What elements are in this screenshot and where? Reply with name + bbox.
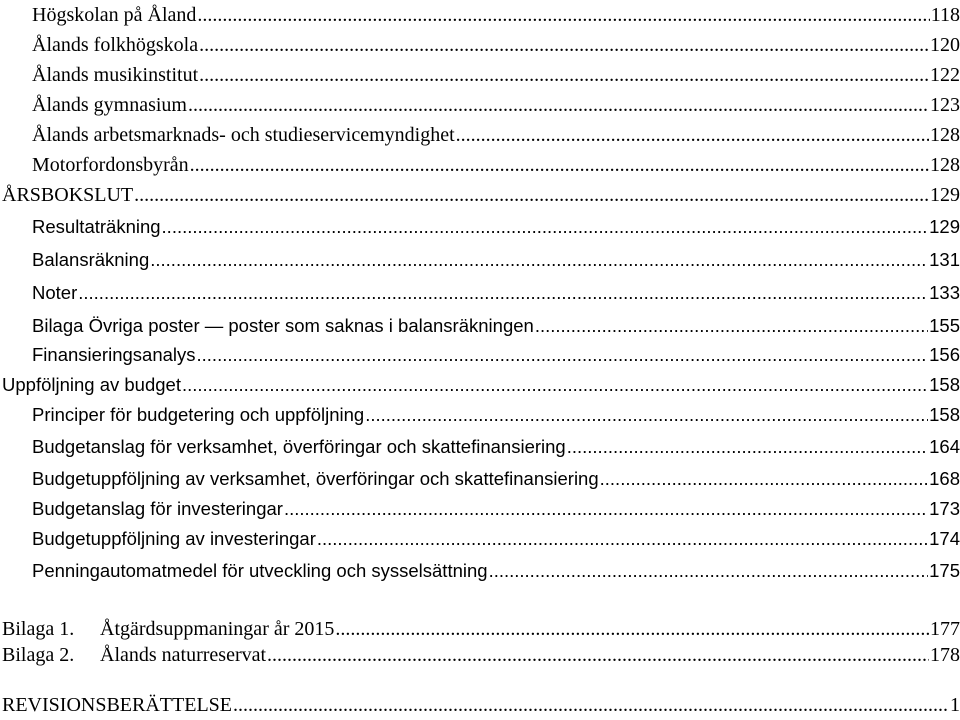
toc-entry-budgetuppfoljning-verksamhet[interactable]	[32, 464, 960, 494]
toc-entry-budgetanslag-investeringar[interactable]	[32, 494, 960, 524]
toc-entry-page: 131	[929, 249, 960, 270]
toc-entry-page: 118	[930, 4, 960, 26]
toc-entry-page: 123	[930, 94, 960, 116]
toc-entry-label: Bilaga Övriga poster — poster som saknas i balansräkningen	[32, 315, 534, 336]
toc-entry-label: Ålands musikinstitut	[32, 64, 199, 86]
dot-leader	[150, 245, 928, 275]
toc-entry-label: Balansräkning	[32, 249, 150, 270]
toc-entry-page: 1	[950, 694, 960, 716]
toc-entry-label: ÅRSBOKSLUT	[2, 184, 134, 206]
dot-leader	[197, 340, 929, 370]
toc-entry-page: 128	[930, 154, 960, 176]
toc-entry-motorfordonsbyran[interactable]	[32, 150, 960, 180]
toc-entry-hogskolan[interactable]	[32, 0, 960, 30]
dot-leader	[197, 0, 929, 30]
appendix-title: Ålands naturreservat	[100, 644, 267, 666]
toc-entry-uppfoljning-budget[interactable]	[2, 370, 960, 400]
toc-entry-page: 133	[929, 282, 960, 303]
dot-leader	[535, 311, 928, 341]
dot-leader	[162, 212, 929, 242]
toc-entry-label: Finansieringsanalys	[32, 344, 196, 365]
toc-entry-page: 174	[929, 528, 960, 549]
toc-entry-page: 158	[929, 374, 960, 395]
dot-leader	[267, 640, 929, 670]
toc-entry-label: Budgetuppföljning av verksamhet, överföringar och skattefinansiering	[32, 468, 599, 489]
appendix-number: Bilaga 1.	[2, 618, 75, 640]
dot-leader	[199, 60, 929, 90]
toc-entry-page: 164	[929, 436, 960, 457]
toc-entry-label	[2, 640, 266, 670]
toc-entry-page: 128	[930, 124, 960, 146]
toc-entry-gymnasium[interactable]	[32, 90, 960, 120]
dot-leader	[190, 150, 929, 180]
toc-entry-principer[interactable]	[32, 400, 960, 430]
toc-entry-page: 173	[929, 498, 960, 519]
toc-entry-finansieringsanalys[interactable]	[32, 340, 960, 370]
toc-entry-label: Budgetuppföljning av investeringar	[32, 528, 316, 549]
toc-entry-musikinstitut[interactable]	[32, 60, 960, 90]
toc-entry-bilaga-2[interactable]	[2, 640, 960, 670]
toc-entry-label: Uppföljning av budget	[2, 374, 181, 395]
toc-entry-arsbokslut[interactable]	[2, 180, 960, 210]
toc-entry-label: Ålands arbetsmarknads- och studieservicemyndighet	[32, 124, 455, 146]
toc-entry-label: Budgetanslag för investeringar	[32, 498, 283, 519]
toc-entry-resultatrakning[interactable]	[32, 212, 960, 242]
appendix-number: Bilaga 2.	[2, 644, 75, 666]
toc-entry-ovriga-poster[interactable]	[32, 311, 960, 341]
dot-leader	[188, 90, 929, 120]
toc-entry-label: Ålands gymnasium	[32, 94, 187, 116]
appendix-title: Åtgärdsuppmaningar år 2015	[100, 618, 335, 640]
dot-leader	[456, 120, 929, 150]
toc-entry-label: Budgetanslag för verksamhet, överföringar och skattefinansiering	[32, 436, 566, 457]
dot-leader	[600, 464, 928, 494]
dot-leader	[182, 370, 928, 400]
toc-entry-balansrakning[interactable]	[32, 245, 960, 275]
dot-leader	[489, 556, 929, 586]
toc-entry-budgetanslag-verksamhet[interactable]	[32, 432, 960, 462]
toc-entry-penningautomatmedel[interactable]	[32, 556, 960, 586]
toc-entry-label: Ålands folkhögskola	[32, 34, 199, 56]
toc-entry-page: 120	[930, 34, 960, 56]
toc-entry-label: Motorfordonsbyrån	[32, 154, 189, 176]
toc-entry-label: Resultaträkning	[32, 216, 161, 237]
toc-entry-label: Högskolan på Åland	[32, 4, 197, 26]
toc-entry-page: 129	[930, 184, 960, 206]
toc-entry-noter[interactable]	[32, 278, 960, 308]
toc-entry-label: REVISIONSBERÄTTELSE	[2, 694, 232, 716]
dot-leader	[317, 524, 928, 554]
toc-entry-label: Principer för budgetering och uppföljning	[32, 404, 365, 425]
dot-leader	[365, 400, 928, 430]
toc-entry-revisionsberattelse[interactable]	[2, 690, 960, 720]
dot-leader	[199, 30, 929, 60]
toc-entry-page: 168	[929, 468, 960, 489]
toc-entry-page: 177	[930, 618, 960, 640]
dot-leader	[134, 180, 929, 210]
toc-entry-page: 178	[930, 644, 960, 666]
toc-entry-page: 158	[929, 404, 960, 425]
toc-entry-page: 129	[929, 216, 960, 237]
toc-entry-arbetsmarknad[interactable]	[32, 120, 960, 150]
dot-leader	[233, 690, 949, 720]
dot-leader	[567, 432, 928, 462]
toc-entry-page: 156	[929, 344, 960, 365]
toc-entry-page: 122	[930, 64, 960, 86]
dot-leader	[78, 278, 928, 308]
toc-entry-budgetuppfoljning-investeringar[interactable]	[32, 524, 960, 554]
toc-entry-page: 175	[929, 560, 960, 581]
toc-entry-page: 155	[929, 315, 960, 336]
toc-entry-label: Penningautomatmedel för utveckling och sysselsättning	[32, 560, 488, 581]
toc-entry-label: Noter	[32, 282, 78, 303]
toc-entry-folkhogskola[interactable]	[32, 30, 960, 60]
dot-leader	[284, 494, 928, 524]
